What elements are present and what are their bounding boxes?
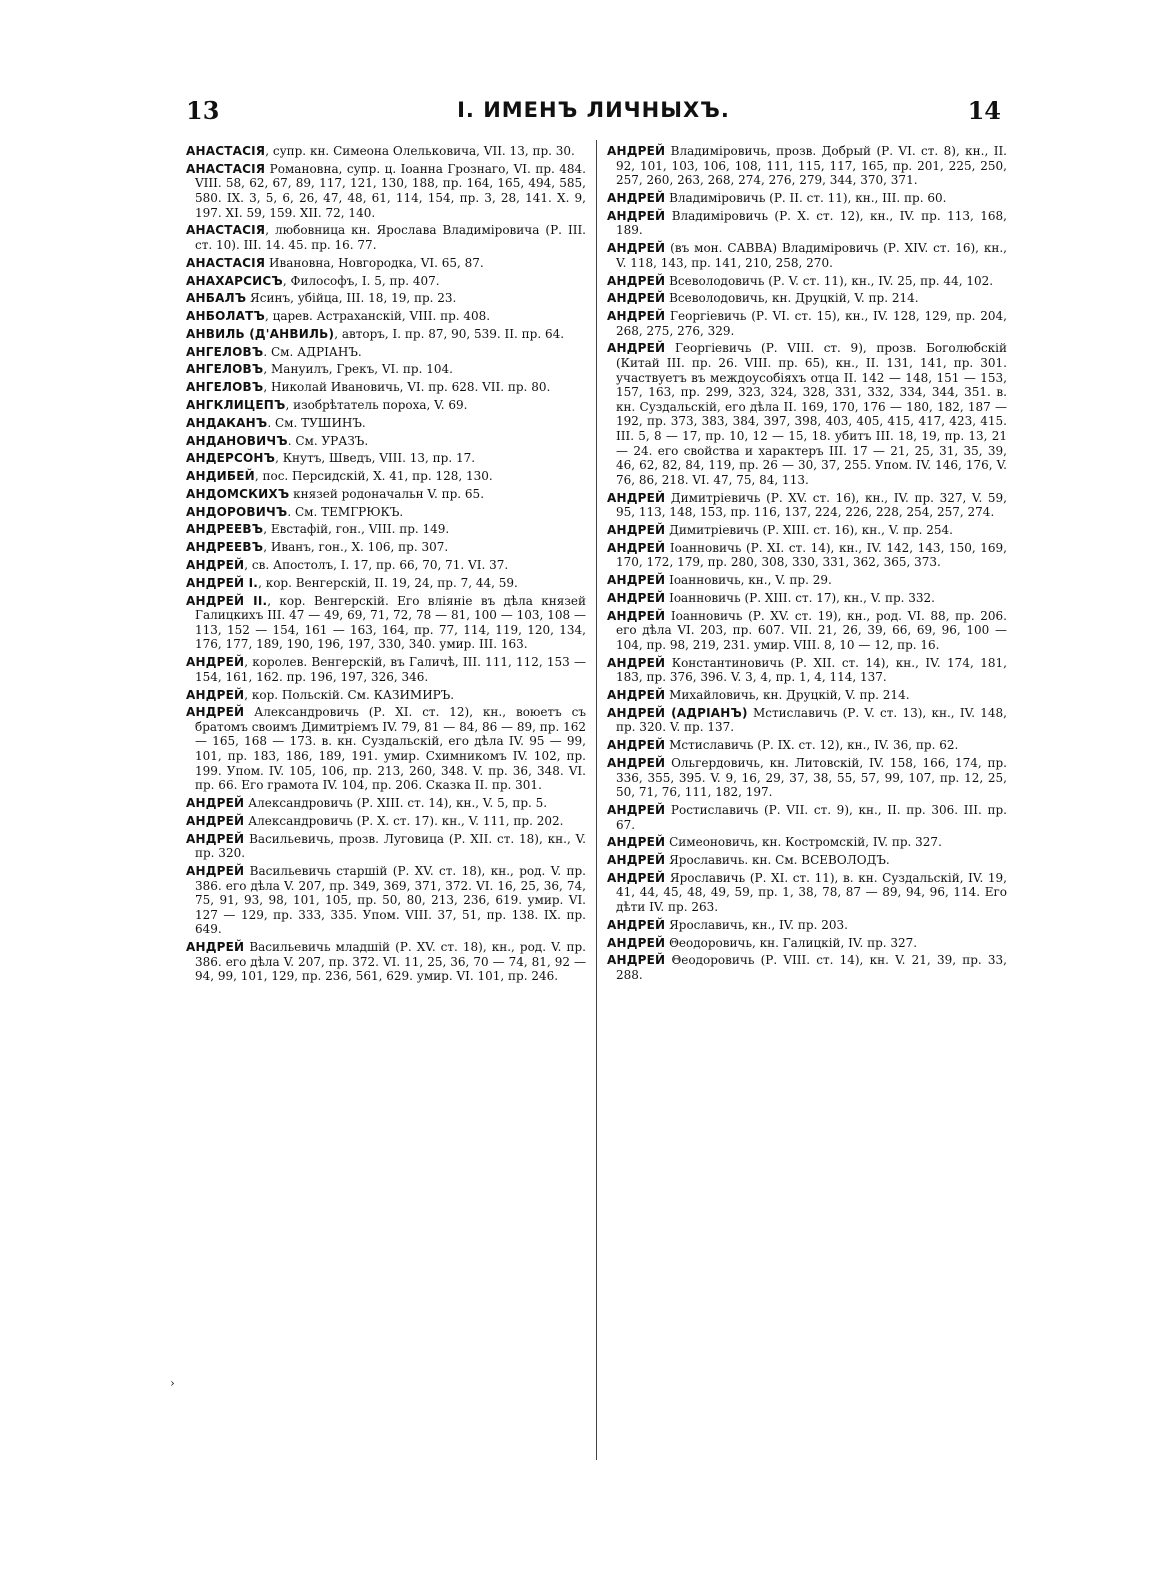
index-entry xyxy=(607,241,1007,270)
page-number-right: 14 xyxy=(967,96,1001,125)
index-entry xyxy=(186,540,586,555)
entry-references: , королев. Венгерскій, въ Галичѣ, III. 111, 112, 153 — 154, 161, 162. пр. 196, 197, 326, 346. xyxy=(195,655,586,684)
entry-headword: АНАХАРСИСЪ xyxy=(186,273,283,288)
right-column xyxy=(607,144,1007,986)
entry-references: Георгіевичь (Р. VI. ст. 15), кн., IV. 128, 129, пр. 204, 268, 275, 276, 329. xyxy=(616,309,1007,338)
entry-headword: АНДРЕЙ xyxy=(186,796,245,811)
entry-headword: АНДРЕЙ xyxy=(607,608,666,623)
entry-references: Васильевичь, прозв. Луговица (Р. XII. ст. 18), кн., V. пр. 320. xyxy=(195,831,586,861)
column-divider xyxy=(596,140,597,1460)
entry-headword: АНДАНОВИЧЪ xyxy=(186,433,288,448)
index-entry xyxy=(186,144,586,159)
entry-references: , кор. Венгерскій, II. 19, 24, пр. 7, 44, 59. xyxy=(258,575,518,590)
index-entry xyxy=(607,309,1007,338)
index-entry xyxy=(607,541,1007,570)
entry-headword: АНДРЕЙ xyxy=(607,540,666,555)
entry-references: . См. ТУШИНЪ. xyxy=(267,415,366,430)
entry-headword: АНДРЕЙ xyxy=(186,655,245,670)
entry-headword: АНДОМСКИХЪ xyxy=(186,486,290,501)
entry-references: , Евстафій, гон., VIII. пр. 149. xyxy=(263,522,450,537)
index-entry xyxy=(607,871,1007,915)
entry-references: Всеволодовичь, кн. Друцкій, V. пр. 214. xyxy=(665,291,919,306)
entry-references: князей родоначальн V. пр. 65. xyxy=(289,486,485,501)
entry-headword: АНДРЕЙ xyxy=(607,853,666,868)
entry-headword: АНДРЕЙ xyxy=(607,190,666,205)
index-entry xyxy=(186,814,586,829)
entry-headword: АНДРЕЕВЪ xyxy=(186,540,264,555)
index-entry xyxy=(607,291,1007,306)
index-entry xyxy=(186,940,586,984)
entry-references: Димитріевичь (Р. XIII. ст. 16), кн., V. пр. 254. xyxy=(665,522,953,537)
index-entry xyxy=(607,688,1007,703)
index-entry xyxy=(186,487,586,502)
entry-headword: АНДРЕЙ xyxy=(607,573,666,588)
index-entry xyxy=(186,256,586,271)
entry-headword: АНДРЕЙ II. xyxy=(186,593,268,608)
entry-headword: АНАСТАСІЯ xyxy=(186,161,266,176)
entry-headword: АНДРЕЙ xyxy=(186,558,245,572)
index-entry xyxy=(186,688,586,703)
index-entry xyxy=(607,953,1007,982)
index-entry xyxy=(186,705,586,793)
entry-headword: АНДРЕЙ xyxy=(607,208,666,223)
entry-references: . См. АДРІАНЪ. xyxy=(263,344,362,359)
entry-headword: АНДОРОВИЧЪ xyxy=(186,504,288,519)
entry-references: Симеоновичь, кн. Костромскій, IV. пр. 327. xyxy=(665,835,942,850)
entry-headword: АНДРЕЙ xyxy=(186,813,245,828)
margin-mark: › xyxy=(170,1376,175,1390)
entry-references: Михайловичь, кн. Друцкій, V. пр. 214. xyxy=(665,688,910,702)
index-entry xyxy=(186,451,586,466)
entry-headword: АНДРЕЙ xyxy=(607,688,666,702)
index-entry xyxy=(186,796,586,811)
index-entry xyxy=(186,345,586,360)
entry-headword: АНДРЕЙ xyxy=(186,863,245,878)
index-entry xyxy=(186,380,586,395)
entry-headword: АНДРЕЙ xyxy=(607,935,666,950)
entry-headword: АНДРЕЙ xyxy=(607,522,666,537)
entry-headword: АНБАЛЪ xyxy=(186,291,247,306)
entry-references: , кор. Венгерскій. Его вліяніе въ дѣла князей Галицкихъ III. 47 — 49, 69, 71, 72, 78 — 81, 100 — 103, 108 — 113, 152 — 154, 161 — 163, 164, пр. 77, 114, 119, 120, 134, 176, 177, 189, 190, 196, 197, 330, 340. умир. III. 163. xyxy=(195,593,586,652)
index-entry xyxy=(607,491,1007,520)
index-entry xyxy=(607,756,1007,800)
index-entry xyxy=(186,291,586,306)
entry-references: Владиміровичь (Р. X. ст. 12), кн., IV. пр. 113, 168, 189. xyxy=(616,208,1007,238)
entry-references: , пос. Персидскій, X. 41, пр. 128, 130. xyxy=(254,469,493,484)
entry-headword: АНДРЕЙ xyxy=(607,291,666,306)
index-entry xyxy=(607,523,1007,538)
entry-references: , Кнутъ, Шведъ, VIII. 13, пр. 17. xyxy=(275,451,476,466)
index-entry xyxy=(607,573,1007,588)
index-entry xyxy=(607,656,1007,685)
index-entry xyxy=(186,416,586,431)
entry-references: Іоанновичь (Р. XIII. ст. 17), кн., V. пр. 332. xyxy=(665,590,935,605)
entry-references: , царев. Астраханскій, VIII. пр. 408. xyxy=(265,309,491,324)
index-entry xyxy=(186,362,586,377)
entry-references: Іоанновичь (Р. XV. ст. 19), кн., род. VI. 88, пр. 206. его дѣла VI. 203, пр. 607. VII. 21, 26, 39, 66, 69, 96, 100 — 104, пр. 98, 219, 231. умир. VIII. 8, 10 — 12, пр. 16. xyxy=(616,608,1007,652)
entry-references: . См. ТЕМГРЮКЪ. xyxy=(287,504,404,519)
entry-headword: АНГЕЛОВЪ xyxy=(186,362,264,377)
index-entry xyxy=(186,327,586,342)
index-entry xyxy=(607,144,1007,188)
entry-headword: АНБОЛАТЪ xyxy=(186,309,265,324)
entry-references: , Николай Ивановичь, VI. пр. 628. VII. пр. 80. xyxy=(263,380,551,395)
entry-headword: АНДРЕЙ xyxy=(607,870,666,885)
page-number-left: 13 xyxy=(186,96,220,125)
index-entry xyxy=(186,309,586,324)
entry-references: Владиміровичь, прозв. Добрый (Р. VI. ст. 8), кн., II. 92, 101, 103, 106, 108, 111, 115, 117, 165, пр. 201, 225, 250, 257, 260, 263, 268, 274, 276, 279, 344, 370, 371. xyxy=(616,144,1007,188)
index-entry xyxy=(607,835,1007,850)
entry-headword: АНГЕЛОВЪ xyxy=(186,344,264,359)
index-entry xyxy=(607,191,1007,206)
entry-headword: АНВИЛЬ (Д'АНВИЛЬ) xyxy=(186,326,335,341)
entry-references: , Мануилъ, Грекъ, VI. пр. 104. xyxy=(263,362,453,377)
entry-references: Романовна, супр. ц. Іоанна Грознаго, VI. пр. 484. VIII. 58, 62, 67, 89, 117, 121, 130, 188, пр. 164, 165, 494, 585, 580. IX. 3, 5, 6, 26, 47, 48, 61, 114, 154, пр. 3, 28, 141. X. 9, 197. XI. 59, 159. XII. 72, 140. xyxy=(195,161,586,220)
entry-headword: АНДРЕЙ I. xyxy=(186,575,259,590)
index-entry xyxy=(186,505,586,520)
index-entry xyxy=(607,803,1007,832)
entry-headword: АНДРЕЙ xyxy=(607,953,666,968)
page-title: I. ИМЕНЪ ЛИЧНЫХЪ. xyxy=(457,98,730,122)
entry-headword: АНДРЕЙ xyxy=(186,831,245,846)
entry-headword: АНДРЕЙ xyxy=(607,655,666,670)
index-entry xyxy=(186,522,586,537)
entry-references: Ярославичь (Р. XI. ст. 11), в. кн. Суздальскій, IV. 19, 41, 44, 45, 48, 49, 59, пр. 1, 38, 78, 87 — 89, 94, 96, 114. Его дѣти IV. пр. 263. xyxy=(616,870,1007,915)
index-entry xyxy=(186,162,586,220)
index-entry xyxy=(607,936,1007,951)
entry-references: (въ мон. САВВА) Владиміровичь (Р. XIV. ст. 16), кн., V. 118, 143, пр. 141, 210, 258, 270. xyxy=(616,241,1007,270)
index-entry xyxy=(607,341,1007,487)
index-entry xyxy=(607,609,1007,653)
entry-references: Ольгердовичь, кн. Литовскій, IV. 158, 166, 174, пр. 336, 355, 395. V. 9, 16, 29, 37, 38, 55, 57, 99, 107, пр. 12, 25, 50, 71, 76, 111, 182, 197. xyxy=(616,755,1007,800)
entry-references: , кор. Польскій. См. КАЗИМИРЪ. xyxy=(244,687,455,702)
entry-references: Георгіевичь (Р. VIII. ст. 9), прозв. Боголюбскій (Китай III. пр. 26. VIII. пр. 65), кн., II. 131, 141, пр. 301. участвуетъ въ междоусобіяхъ отца II. 142 — 148, 151 — 153, 157, 163, пр. 299, 323, 324, 328, 331, 332, 334, 344, 351. в. кн. Суздальскій, его дѣла II. 169, 170, 176 — 180, 182, 187 — 192, пр. 373, 383, 384, 397, 398, 403, 405, 415, 417, 423, 415. III. 5, 8 — 17, пр. 10, 12 — 15, 18. убитъ III. 18, 19, пр. 13, 21 — 24. его свойства и характеръ III. 17 — 21, 25, 31, 35, 39, 46, 62, 82, 84, 119, пр. 26 — 30, 37, 255. Упом. IV. 146, 176, V. 76, 86, 218. VI. 47, 75, 84, 113. xyxy=(616,341,1007,487)
entry-references: Ясинъ, убійца, III. 18, 19, пр. 23. xyxy=(246,291,457,306)
entry-references: . См. УРАЗЪ. xyxy=(287,433,369,448)
entry-headword: АНДРЕЙ xyxy=(186,687,245,702)
entry-headword: АНДАКАНЪ xyxy=(186,415,268,430)
entry-headword: АНДРЕЙ xyxy=(607,755,666,770)
entry-headword: АНДРЕЙ xyxy=(607,590,666,605)
entry-references: Александровичь (Р. X. ст. 17). кн., V. 111, пр. 202. xyxy=(244,813,564,828)
index-entry xyxy=(186,655,586,684)
index-entry xyxy=(186,558,586,573)
entry-references: , Философъ, I. 5, пр. 407. xyxy=(282,273,440,288)
entry-references: Васильевичь младшій (Р. XV. ст. 18), кн., род. V. пр. 386. его дѣла V. 207, пр. 372. VI. 11, 25, 36, 70 — 74, 81, 92 — 94, 99, 101, 129, пр. 236, 561, 629. умир. VI. 101, пр. 246. xyxy=(195,940,586,984)
entry-references: Александровичь (Р. XI. ст. 12), кн., воюетъ съ братомъ своимъ Димитріемъ IV. 79, 81 — 84, 86 — 89, пр. 162 — 165, 168 — 173. в. кн. Суздальскій, его дѣла IV. 95 — 99, 101, пр. 183, 186, 189, 191. умир. Схимникомъ IV. 102, пр. 199. Упом. IV. 105, 106, пр. 213, 260, 348. V. пр. 36, 348. VI. пр. 66. Его грамота IV. 104, пр. 206. Сказка II. пр. 301. xyxy=(195,705,586,793)
index-entry xyxy=(607,706,1007,735)
entry-headword: АНДЕРСОНЪ xyxy=(186,451,276,466)
entry-references: Владиміровичь (Р. II. ст. 11), кн., III. пр. 60. xyxy=(665,190,947,205)
entry-references: Константиновичь (Р. XII. ст. 14), кн., IV. 174, 181, 183, пр. 376, 396. V. 3, 4, пр. 1, 4, 114, 137. xyxy=(616,655,1007,685)
entry-headword: АНДРЕЙ xyxy=(607,273,666,288)
index-entry xyxy=(607,274,1007,289)
entry-references: Θеодоровичь (Р. VIII. ст. 14), кн. V. 21, 39, пр. 33, 288. xyxy=(616,953,1007,982)
entry-references: Димитріевичь (Р. XV. ст. 16), кн., IV. пр. 327, V. 59, 95, 113, 148, 153, пр. 116, 137, 224, 226, 228, 254, 257, 274. xyxy=(616,490,1007,520)
entry-headword: АНДРЕЙ xyxy=(607,144,666,158)
index-entry xyxy=(186,594,586,652)
entry-headword: АНАСТАСІЯ xyxy=(186,223,266,238)
entry-references: , св. Апостолъ, I. 17, пр. 66, 70, 71. VI. 37. xyxy=(244,558,509,572)
entry-references: Іоанновичь, кн., V. пр. 29. xyxy=(665,573,832,588)
entry-references: , любовница кн. Ярослава Владиміровича (Р. III. ст. 10). III. 14. 45. пр. 16. 77. xyxy=(195,223,586,252)
entry-references: Ярославичь. кн. См. ВСЕВОЛОДЪ. xyxy=(665,853,890,868)
entry-references: Θеодоровичь, кн. Галицкій, IV. пр. 327. xyxy=(665,935,918,950)
entry-references: Мстиславичь (Р. IX. ст. 12), кн., IV. 36, пр. 62. xyxy=(665,738,959,753)
entry-references: Ярославичь, кн., IV. пр. 203. xyxy=(665,917,848,932)
index-entry xyxy=(186,864,586,937)
entry-headword: АНДРЕЙ xyxy=(607,917,666,932)
entry-headword: АНДРЕЙ xyxy=(186,705,245,720)
entry-headword: АНДИБЕЙ xyxy=(186,469,255,484)
left-column xyxy=(186,144,586,987)
entry-headword: АНДРЕЙ xyxy=(607,341,666,356)
index-entry xyxy=(186,576,586,591)
entry-headword: АНДРЕЙ (АДРІАНЪ) xyxy=(607,705,748,720)
index-entry xyxy=(186,434,586,449)
index-entry xyxy=(607,738,1007,753)
entry-headword: АНДРЕЙ xyxy=(607,309,666,324)
entry-headword: АНДРЕЙ xyxy=(607,241,666,256)
index-entry xyxy=(186,398,586,413)
entry-references: Іоанновичь (Р. XI. ст. 14), кн., IV. 142, 143, 150, 169, 170, 172, 179, пр. 280, 308, 330, 331, 362, 365, 373. xyxy=(616,540,1007,570)
index-entry xyxy=(607,853,1007,868)
index-entry xyxy=(186,223,586,252)
entry-headword: АНГКЛИЦЕПЪ xyxy=(186,397,286,412)
entry-references: Александровичь (Р. XIII. ст. 14), кн., V. 5, пр. 5. xyxy=(244,796,548,811)
entry-headword: АНГЕЛОВЪ xyxy=(186,380,264,395)
entry-headword: АНДРЕЙ xyxy=(607,802,666,817)
entry-headword: АНАСТАСІЯ xyxy=(186,144,266,158)
index-entry xyxy=(607,209,1007,238)
entry-references: , супр. кн. Симеона Олельковича, VII. 13, пр. 30. xyxy=(265,144,575,158)
entry-headword: АНАСТАСІЯ xyxy=(186,255,266,270)
entry-references: Васильевичь старшій (Р. XV. ст. 18), кн., род. V. пр. 386. его дѣла V. 207, пр. 349, 369, 371, 372. VI. 16, 25, 36, 74, 75, 91, 93, 98, 101, 105, пр. 50, 80, 213, 236, 619. умир. VI. 127 — 129, пр. 333, 335. Упом. VIII. 37, 51, пр. 138. IX. пр. 649. xyxy=(195,863,586,937)
entry-headword: АНДРЕЙ xyxy=(607,835,666,850)
index-entry xyxy=(186,832,586,861)
entry-references: , Иванъ, гон., X. 106, пр. 307. xyxy=(263,540,449,555)
entry-references: , изобрѣтатель пороха, V. 69. xyxy=(285,397,468,412)
entry-references: Ростиславичь (Р. VII. ст. 9), кн., II. пр. 306. III. пр. 67. xyxy=(616,802,1007,832)
index-entry xyxy=(186,274,586,289)
entry-headword: АНДРЕЙ xyxy=(607,490,666,505)
page-header xyxy=(186,96,1001,132)
entry-references: , авторъ, I. пр. 87, 90, 539. II. пр. 64. xyxy=(334,326,565,341)
entry-references: Ивановна, Новгородка, VI. 65, 87. xyxy=(265,255,484,270)
entry-headword: АНДРЕЕВЪ xyxy=(186,522,264,537)
entry-references: Мстиславичь (Р. V. ст. 13), кн., IV. 148, пр. 320. V. пр. 137. xyxy=(616,705,1007,735)
entry-headword: АНДРЕЙ xyxy=(186,940,245,955)
index-entry xyxy=(186,469,586,484)
entry-headword: АНДРЕЙ xyxy=(607,738,666,753)
entry-references: Всеволодовичь (Р. V. ст. 11), кн., IV. 25, пр. 44, 102. xyxy=(665,273,994,288)
index-entry xyxy=(607,591,1007,606)
index-entry xyxy=(607,918,1007,933)
